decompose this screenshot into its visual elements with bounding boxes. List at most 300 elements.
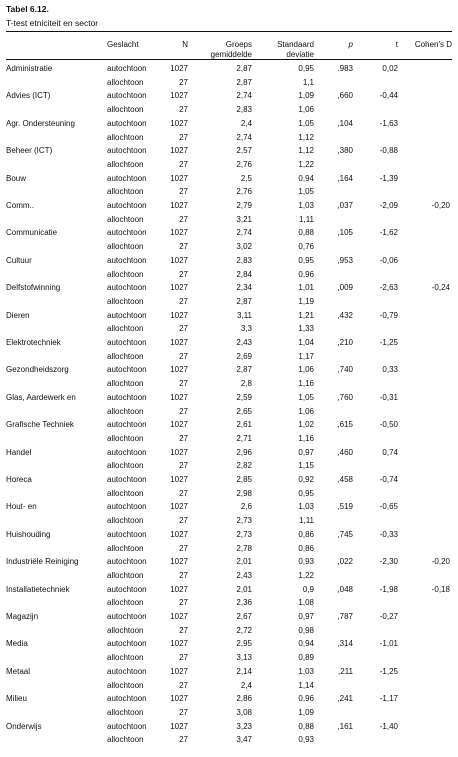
table-row bbox=[6, 501, 452, 515]
cell-n: 1027 bbox=[170, 365, 188, 375]
cell-mean: 2,36 bbox=[236, 598, 252, 608]
cell-geslacht: autochtoon bbox=[107, 91, 147, 101]
cell-geslacht: autochtoon bbox=[107, 146, 147, 156]
cell-mean: 2,69 bbox=[236, 351, 252, 361]
cell-sector: Media bbox=[6, 639, 28, 649]
cell-n: 27 bbox=[179, 379, 188, 389]
cell-sd: 0,89 bbox=[298, 653, 314, 663]
cell-geslacht: allochtoon bbox=[107, 187, 144, 197]
cell-geslacht: allochtoon bbox=[107, 516, 144, 526]
cell-mean: 2,83 bbox=[236, 255, 252, 265]
table-row bbox=[6, 570, 452, 584]
cell-n: 1027 bbox=[170, 721, 188, 731]
cell-sd: 1,09 bbox=[298, 707, 314, 717]
table-row bbox=[6, 77, 452, 91]
cell-sd: 1,05 bbox=[298, 392, 314, 402]
cell-mean: 2,84 bbox=[236, 269, 252, 279]
table-row bbox=[6, 323, 452, 337]
cell-sector: Magazijn bbox=[6, 612, 39, 621]
cell-geslacht: autochtoon bbox=[107, 201, 147, 210]
cell-geslacht: allochtoon bbox=[107, 461, 144, 471]
cell-p: ,615 bbox=[337, 420, 353, 430]
cell-n: 1027 bbox=[170, 228, 188, 238]
cell-p: ,314 bbox=[337, 639, 353, 649]
table-row bbox=[6, 282, 452, 296]
cell-n: 1027 bbox=[170, 420, 188, 430]
cell-geslacht: allochtoon bbox=[107, 159, 144, 169]
cell-geslacht: autochtoon bbox=[107, 283, 147, 293]
cell-geslacht: autochtoon bbox=[107, 447, 147, 457]
cell-t: -0,33 bbox=[379, 529, 398, 539]
cell-geslacht: allochtoon bbox=[107, 296, 144, 306]
cell-geslacht: autochtoon bbox=[107, 338, 147, 347]
cell-p: ,458 bbox=[337, 475, 353, 484]
cell-sd: 1,11 bbox=[299, 214, 314, 224]
cell-p: ,380 bbox=[337, 146, 353, 156]
table-row bbox=[6, 734, 452, 748]
cell-n: 1027 bbox=[170, 666, 188, 676]
cell-mean: 3,3 bbox=[240, 324, 252, 334]
cell-sd: 0,93 bbox=[298, 557, 314, 567]
cell-geslacht: allochtoon bbox=[107, 324, 144, 334]
cell-t: -2,63 bbox=[379, 283, 398, 293]
cell-geslacht: autochtoon bbox=[107, 612, 147, 621]
table-row bbox=[6, 214, 452, 228]
table-row bbox=[6, 625, 452, 639]
header-mean-line1: Groeps bbox=[225, 40, 252, 49]
cell-sd: 0,9 bbox=[302, 584, 314, 594]
cell-n: 27 bbox=[179, 570, 188, 580]
cell-mean: 2,34 bbox=[236, 283, 252, 293]
cell-mean: 2,65 bbox=[236, 406, 252, 416]
cell-mean: 2,79 bbox=[236, 201, 252, 210]
cell-mean: 3,23 bbox=[236, 721, 252, 731]
cell-mean: 3,08 bbox=[236, 707, 252, 717]
cell-sd: 1,01 bbox=[298, 283, 314, 293]
cell-n: 1027 bbox=[170, 64, 188, 73]
cell-geslacht: allochtoon bbox=[107, 77, 144, 87]
cell-mean: 2,6 bbox=[240, 502, 252, 512]
cell-p: ,787 bbox=[337, 612, 353, 621]
cell-geslacht: autochtoon bbox=[107, 118, 147, 128]
cell-n: 27 bbox=[179, 77, 188, 87]
cell-mean: 3,02 bbox=[236, 242, 252, 252]
cell-n: 1027 bbox=[170, 201, 188, 210]
cell-sector: Milieu bbox=[6, 694, 27, 704]
cell-sd: 0,86 bbox=[298, 529, 314, 539]
table-row bbox=[6, 406, 452, 420]
cell-n: 27 bbox=[179, 132, 188, 142]
cell-geslacht: allochtoon bbox=[107, 379, 144, 389]
cell-mean: 2,83 bbox=[236, 105, 252, 115]
cell-mean: 2,5 bbox=[240, 173, 252, 183]
cell-n: 27 bbox=[179, 159, 188, 169]
table-row bbox=[6, 488, 452, 502]
cell-sector: Cultuur bbox=[6, 255, 32, 265]
cell-n: 1027 bbox=[170, 639, 188, 649]
cell-t: -2,09 bbox=[379, 201, 398, 210]
cell-sd: 1,16 bbox=[298, 379, 314, 389]
table-row bbox=[6, 296, 452, 310]
table-row bbox=[6, 652, 452, 666]
cell-t: -0,31 bbox=[379, 392, 398, 402]
cell-t: 0,33 bbox=[382, 365, 398, 375]
cell-sd: 0,98 bbox=[298, 625, 314, 635]
cell-p: ,022 bbox=[337, 557, 353, 567]
cell-n: 1027 bbox=[170, 557, 188, 567]
cell-n: 27 bbox=[179, 461, 188, 471]
cell-sd: 1,33 bbox=[298, 324, 314, 334]
table-row bbox=[6, 529, 452, 543]
cell-sector: Glas, Aardewerk en bbox=[6, 392, 76, 402]
table-row bbox=[6, 693, 452, 707]
cell-mean: 2,14 bbox=[236, 666, 252, 676]
cell-n: 1027 bbox=[170, 392, 188, 402]
cell-geslacht: allochtoon bbox=[107, 214, 144, 224]
cell-geslacht: allochtoon bbox=[107, 105, 144, 115]
cell-p: ,009 bbox=[337, 283, 353, 293]
cell-mean: 2,59 bbox=[236, 392, 252, 402]
cell-p: ,211 bbox=[338, 666, 353, 676]
cell-sector: Dieren bbox=[6, 310, 30, 320]
cell-mean: 2,74 bbox=[236, 91, 252, 101]
table-row bbox=[6, 447, 452, 461]
cell-t: -0,06 bbox=[379, 255, 398, 265]
cell-geslacht: autochtoon bbox=[107, 64, 147, 73]
cell-t: -0,50 bbox=[379, 420, 398, 430]
table-row bbox=[6, 255, 452, 269]
table-row bbox=[6, 515, 452, 529]
cell-n: 1027 bbox=[170, 447, 188, 457]
cell-mean: 2,95 bbox=[236, 639, 252, 649]
cell-sector: Delfstofwinning bbox=[6, 283, 61, 293]
cell-sector: Beheer (ICT) bbox=[6, 146, 53, 156]
cell-p: ,164 bbox=[337, 173, 353, 183]
cell-n: 27 bbox=[179, 707, 188, 717]
cell-p: ,432 bbox=[337, 310, 353, 320]
cell-p: .983 bbox=[337, 64, 353, 73]
cell-geslacht: allochtoon bbox=[107, 625, 144, 635]
cell-sd: 1,14 bbox=[298, 680, 314, 690]
cell-geslacht: autochtoon bbox=[107, 173, 147, 183]
cell-t: -1,25 bbox=[379, 666, 398, 676]
cell-geslacht: autochtoon bbox=[107, 392, 147, 402]
table-top-rule bbox=[6, 31, 452, 32]
table-row bbox=[6, 666, 452, 680]
cell-t: -0,79 bbox=[379, 310, 398, 320]
cell-sector: Grafische Techniek bbox=[6, 420, 74, 430]
cell-n: 27 bbox=[179, 351, 188, 361]
cell-sector: Agr. Ondersteuning bbox=[6, 118, 75, 128]
header-sd-line1: Standaard bbox=[277, 40, 314, 49]
cell-mean: 2,78 bbox=[236, 543, 252, 553]
cell-geslacht: autochtoon bbox=[107, 228, 147, 238]
cell-mean: 2,98 bbox=[236, 488, 252, 498]
cell-t: -0,44 bbox=[379, 91, 398, 101]
cell-n: 1027 bbox=[170, 502, 188, 512]
header-sd-line2: deviatie bbox=[286, 49, 314, 59]
cell-mean: 2,86 bbox=[236, 694, 252, 704]
cell-sd: 0,92 bbox=[298, 475, 314, 484]
cell-sd: 1,16 bbox=[298, 433, 314, 443]
cell-mean: 2,01 bbox=[236, 584, 252, 594]
cell-sector: Installatietechniek bbox=[6, 584, 70, 594]
header-mean bbox=[190, 40, 252, 59]
header-p: p bbox=[348, 40, 353, 49]
cell-sd: 1,22 bbox=[298, 159, 314, 169]
cell-n: 1027 bbox=[170, 694, 188, 704]
cell-geslacht: autochtoon bbox=[107, 529, 147, 539]
cell-n: 27 bbox=[179, 406, 188, 416]
cell-t: -1,98 bbox=[379, 584, 398, 594]
cell-mean: 2,74 bbox=[236, 228, 252, 238]
cell-mean: 2,01 bbox=[236, 557, 252, 567]
cell-sector: Comm.. bbox=[6, 201, 34, 210]
table-row bbox=[6, 145, 452, 159]
cell-n: 1027 bbox=[170, 255, 188, 265]
cell-mean: 2,67 bbox=[236, 612, 252, 621]
cell-sd: 1,08 bbox=[298, 598, 314, 608]
cell-geslacht: autochtoon bbox=[107, 639, 147, 649]
table-row bbox=[6, 159, 452, 173]
cell-geslacht: allochtoon bbox=[107, 735, 144, 745]
table-row bbox=[6, 186, 452, 200]
cell-p: ,660 bbox=[337, 91, 353, 101]
cell-sector: Advies (ICT) bbox=[6, 91, 51, 101]
cell-cohens-d: -0,20 bbox=[431, 557, 450, 567]
cell-sector: Administratie bbox=[6, 64, 53, 73]
cell-sd: 1,03 bbox=[298, 666, 314, 676]
header-sd bbox=[262, 40, 314, 59]
cell-sd: 0,93 bbox=[298, 735, 314, 745]
table-row bbox=[6, 63, 452, 77]
cell-sd: 1,09 bbox=[298, 91, 314, 101]
cell-sd: 0,88 bbox=[298, 228, 314, 238]
cell-geslacht: autochtoon bbox=[107, 502, 147, 512]
cell-p: ,104 bbox=[337, 118, 353, 128]
cell-geslacht: autochtoon bbox=[107, 694, 147, 704]
header-t: t bbox=[395, 40, 398, 49]
cell-sd: 0,97 bbox=[298, 612, 314, 621]
cell-n: 27 bbox=[179, 625, 188, 635]
table-row bbox=[6, 337, 452, 351]
cell-sd: 1,12 bbox=[298, 146, 314, 156]
cell-sd: 1,04 bbox=[298, 338, 314, 347]
table-row bbox=[6, 227, 452, 241]
table-row bbox=[6, 433, 452, 447]
table-row bbox=[6, 104, 452, 118]
table-row bbox=[6, 241, 452, 255]
cell-n: 27 bbox=[179, 269, 188, 279]
table-row bbox=[6, 707, 452, 721]
cell-n: 27 bbox=[179, 543, 188, 553]
cell-t: -1,39 bbox=[379, 173, 398, 183]
cell-sd: 1,05 bbox=[298, 118, 314, 128]
cell-geslacht: allochtoon bbox=[107, 242, 144, 252]
cell-sd: 0,94 bbox=[298, 173, 314, 183]
table-row bbox=[6, 310, 452, 324]
cell-mean: 2,74 bbox=[236, 132, 252, 142]
cell-sector: Handel bbox=[6, 447, 32, 457]
cell-p: ,460 bbox=[337, 447, 353, 457]
table-row bbox=[6, 90, 452, 104]
table-row bbox=[6, 584, 452, 598]
cell-p: ,519 bbox=[337, 502, 353, 512]
cell-n: 1027 bbox=[170, 612, 188, 621]
cell-mean: 2,76 bbox=[236, 159, 252, 169]
cell-sd: 0,95 bbox=[298, 255, 314, 265]
cell-mean: 2,4 bbox=[240, 118, 252, 128]
cell-n: 27 bbox=[179, 187, 188, 197]
cell-mean: 2,61 bbox=[236, 420, 252, 430]
cell-p: ,760 bbox=[337, 392, 353, 402]
cell-geslacht: autochtoon bbox=[107, 584, 147, 594]
cell-sd: 0,95 bbox=[298, 64, 314, 73]
cell-n: 1027 bbox=[170, 173, 188, 183]
table-row bbox=[6, 597, 452, 611]
cell-geslacht: allochtoon bbox=[107, 570, 144, 580]
cell-mean: 2,87 bbox=[236, 77, 252, 87]
cell-geslacht: allochtoon bbox=[107, 488, 144, 498]
cell-sd: 1,19 bbox=[298, 296, 314, 306]
table-row bbox=[6, 556, 452, 570]
table-row bbox=[6, 543, 452, 557]
table-header-rule bbox=[6, 59, 452, 60]
header-mean-line2: gemiddelde bbox=[210, 49, 252, 59]
cell-sector: Bouw bbox=[6, 173, 27, 183]
cell-n: 27 bbox=[179, 516, 188, 526]
cell-sector: Communicatie bbox=[6, 228, 58, 238]
table-row bbox=[6, 638, 452, 652]
cell-sd: 1,03 bbox=[298, 502, 314, 512]
cell-t: 0,02 bbox=[382, 64, 398, 73]
cell-mean: 2,96 bbox=[236, 447, 252, 457]
cell-mean: 2,4 bbox=[240, 680, 252, 690]
cell-sd: 1,06 bbox=[298, 105, 314, 115]
cell-n: 27 bbox=[179, 433, 188, 443]
cell-sd: 1,06 bbox=[298, 406, 314, 416]
cell-n: 27 bbox=[179, 296, 188, 306]
cell-sector: Hout- en bbox=[6, 502, 37, 512]
cell-sector: Horeca bbox=[6, 475, 32, 484]
cell-geslacht: allochtoon bbox=[107, 543, 144, 553]
cell-sd: 0,96 bbox=[298, 694, 314, 704]
cell-sector: Huishouding bbox=[6, 529, 51, 539]
cell-n: 27 bbox=[179, 214, 188, 224]
table-row bbox=[6, 132, 452, 146]
cell-geslacht: allochtoon bbox=[107, 707, 144, 717]
table-row bbox=[6, 721, 452, 735]
cell-t: -0,27 bbox=[379, 612, 398, 621]
header-cohens-d: Cohen's D bbox=[414, 40, 452, 49]
cell-sector: Industriële Reiniging bbox=[6, 557, 79, 567]
cell-cohens-d: -0,20 bbox=[431, 201, 450, 210]
cell-sector: Gezondheidszorg bbox=[6, 365, 69, 375]
cell-t: -1,17 bbox=[379, 694, 398, 704]
cell-geslacht: allochtoon bbox=[107, 351, 144, 361]
cell-n: 1027 bbox=[170, 338, 188, 347]
header-n: N bbox=[182, 40, 188, 49]
cell-sd: 1,15 bbox=[298, 461, 314, 471]
cell-mean: 2,43 bbox=[236, 570, 252, 580]
table-row bbox=[6, 173, 452, 187]
cell-n: 27 bbox=[179, 598, 188, 608]
cell-n: 1027 bbox=[170, 118, 188, 128]
cell-p: ,105 bbox=[337, 228, 353, 238]
cell-mean: 3,21 bbox=[236, 214, 252, 224]
cell-n: 27 bbox=[179, 680, 188, 690]
cell-geslacht: autochtoon bbox=[107, 721, 147, 731]
cell-mean: 3,13 bbox=[236, 653, 252, 663]
cell-sd: 1,1 bbox=[302, 77, 314, 87]
cell-geslacht: autochtoon bbox=[107, 365, 147, 375]
cell-mean: 2,71 bbox=[236, 433, 252, 443]
cell-n: 1027 bbox=[170, 529, 188, 539]
cell-t: -0,74 bbox=[379, 475, 398, 484]
cell-t: -1,40 bbox=[379, 721, 398, 731]
cell-t: -1,62 bbox=[379, 228, 398, 238]
cell-p: ,740 bbox=[337, 365, 353, 375]
cell-sd: 0,86 bbox=[298, 543, 314, 553]
cell-n: 1027 bbox=[170, 283, 188, 293]
cell-sd: 1,11 bbox=[299, 516, 314, 526]
cell-t: -1,63 bbox=[379, 118, 398, 128]
cell-n: 1027 bbox=[170, 310, 188, 320]
cell-mean: 3,47 bbox=[236, 735, 252, 745]
cell-geslacht: allochtoon bbox=[107, 132, 144, 142]
cell-mean: 2,8 bbox=[240, 379, 252, 389]
table-row bbox=[6, 200, 452, 214]
cell-mean: 2,73 bbox=[236, 529, 252, 539]
cell-mean: 2,85 bbox=[236, 475, 252, 484]
cell-p: ,953 bbox=[337, 255, 353, 265]
cell-n: 1027 bbox=[170, 584, 188, 594]
cell-sd: 1,03 bbox=[298, 201, 314, 210]
cell-p: ,161 bbox=[337, 721, 353, 731]
cell-cohens-d: -0,24 bbox=[431, 283, 450, 293]
cell-n: 1027 bbox=[170, 91, 188, 101]
table-row bbox=[6, 351, 452, 365]
cell-mean: 2,43 bbox=[236, 338, 252, 347]
cell-geslacht: allochtoon bbox=[107, 653, 144, 663]
cell-sd: 1,02 bbox=[298, 420, 314, 430]
cell-mean: 2,76 bbox=[236, 187, 252, 197]
cell-p: ,745 bbox=[337, 529, 353, 539]
cell-sd: 0,96 bbox=[298, 269, 314, 279]
table-row bbox=[6, 474, 452, 488]
cell-geslacht: autochtoon bbox=[107, 557, 147, 567]
cell-sd: 0,88 bbox=[298, 721, 314, 731]
table-row bbox=[6, 611, 452, 625]
cell-n: 1027 bbox=[170, 146, 188, 156]
cell-geslacht: allochtoon bbox=[107, 598, 144, 608]
table-row bbox=[6, 460, 452, 474]
cell-p: ,210 bbox=[337, 338, 353, 347]
cell-sd: 1,05 bbox=[298, 187, 314, 197]
cell-t: -2,30 bbox=[379, 557, 398, 567]
cell-t: -0,88 bbox=[379, 146, 398, 156]
cell-geslacht: allochtoon bbox=[107, 269, 144, 279]
cell-n: 27 bbox=[179, 735, 188, 745]
cell-geslacht: allochtoon bbox=[107, 433, 144, 443]
cell-geslacht: autochtoon bbox=[107, 420, 147, 430]
cell-p: ,048 bbox=[337, 584, 353, 594]
cell-geslacht: autochtoon bbox=[107, 255, 147, 265]
cell-sd: 1,12 bbox=[298, 132, 314, 142]
cell-sd: 1,17 bbox=[298, 351, 314, 361]
table-row bbox=[6, 269, 452, 283]
cell-mean: 2,57 bbox=[236, 146, 252, 156]
